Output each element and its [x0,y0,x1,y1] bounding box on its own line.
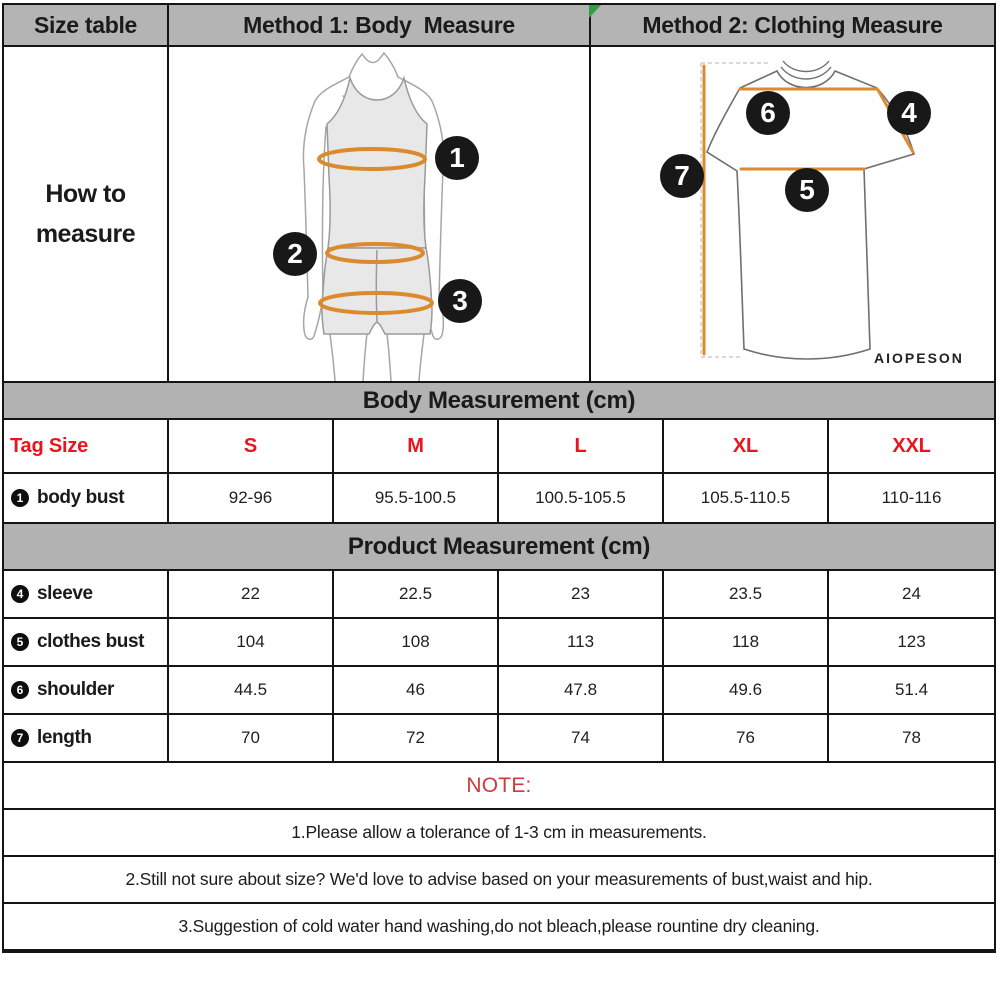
measure-point-5-badge: 5 [785,168,829,212]
row-label-length: 7 length [4,715,169,761]
header-method1-body-measure: Method 1: Body Measure [169,5,591,45]
note-1: 1.Please allow a tolerance of 1-3 cm in measurements. [4,810,994,855]
how-to-line2: measure [35,220,136,248]
sleeve-xl: 23.5 [664,571,829,617]
how-to-line1: How to [45,180,126,208]
size-header-row [4,420,994,474]
brand-label: AIOPESON [874,350,964,366]
note-row-1 [4,810,994,857]
header-size-table: Size table [4,5,169,45]
sleeve-s: 22 [169,571,334,617]
circled-4-icon: 4 [11,585,29,603]
measure-point-4-badge: 4 [887,91,931,135]
length-xxl: 78 [829,715,994,761]
body-bust-xl: 105.5-110.5 [664,474,829,522]
table-row-clothes-bust [4,619,994,667]
body-figure-illustration [169,47,591,381]
length-l: 74 [499,715,664,761]
shoulder-m: 46 [334,667,499,713]
shoulder-l: 47.8 [499,667,664,713]
circled-6-icon: 6 [11,681,29,699]
clothing-measure-diagram [591,47,994,381]
size-col-xl: XL [664,420,829,472]
row-label-body-bust: 1 body bust [4,474,169,522]
product-measurement-title: Product Measurement (cm) [4,524,994,569]
header-method2-label: Method 2: Clothing Measure [642,11,943,38]
row-label-sleeve: 4 sleeve [4,571,169,617]
clothes-bust-m: 108 [334,619,499,665]
clothes-bust-l: 113 [499,619,664,665]
note-title: NOTE: [4,763,994,808]
green-corner-flag-icon [589,5,601,18]
how-to-measure-label [4,47,169,381]
note-row-2 [4,857,994,904]
diagram-row [4,47,994,383]
sleeve-xxl: 24 [829,571,994,617]
circled-7-icon: 7 [11,729,29,747]
body-bust-m: 95.5-100.5 [334,474,499,522]
row-label-shoulder: 6 shoulder [4,667,169,713]
table-row-shoulder [4,667,994,715]
length-m: 72 [334,715,499,761]
sleeve-l: 23 [499,571,664,617]
header-method2-clothing-measure [591,5,994,45]
top-header-row [4,5,994,47]
measure-point-6-badge: 6 [746,91,790,135]
shoulder-xxl: 51.4 [829,667,994,713]
table-row-length [4,715,994,763]
measure-point-7-badge: 7 [660,154,704,198]
tshirt-illustration [591,47,990,381]
shoulder-s: 44.5 [169,667,334,713]
body-bust-xxl: 110-116 [829,474,994,522]
size-chart-table [2,3,996,953]
clothes-bust-xxl: 123 [829,619,994,665]
size-col-m: M [334,420,499,472]
body-measurement-title: Body Measurement (cm) [4,383,994,418]
size-col-s: S [169,420,334,472]
note-2: 2.Still not sure about size? We'd love to advise based on your measurements of bust,waist and hip. [4,857,994,902]
body-measure-diagram [169,47,591,381]
clothes-bust-s: 104 [169,619,334,665]
body-measurement-band [4,383,994,420]
measure-point-2-badge: 2 [273,232,317,276]
measure-point-3-badge: 3 [438,279,482,323]
size-col-xxl: XXL [829,420,994,472]
note-3: 3.Suggestion of cold water hand washing,do not bleach,please rountine dry cleaning. [4,904,994,949]
note-row-3 [4,904,994,949]
size-col-l: L [499,420,664,472]
measure-point-1-badge: 1 [435,136,479,180]
table-row-sleeve [4,571,994,619]
tag-size-label: Tag Size [4,420,169,472]
product-measurement-band [4,524,994,571]
table-row-body-bust [4,474,994,524]
length-s: 70 [169,715,334,761]
row-label-clothes-bust: 5 clothes bust [4,619,169,665]
circled-5-icon: 5 [11,633,29,651]
body-bust-s: 92-96 [169,474,334,522]
length-xl: 76 [664,715,829,761]
shoulder-xl: 49.6 [664,667,829,713]
sleeve-m: 22.5 [334,571,499,617]
body-bust-l: 100.5-105.5 [499,474,664,522]
note-title-row [4,763,994,810]
clothes-bust-xl: 118 [664,619,829,665]
circled-1-icon: 1 [11,489,29,507]
